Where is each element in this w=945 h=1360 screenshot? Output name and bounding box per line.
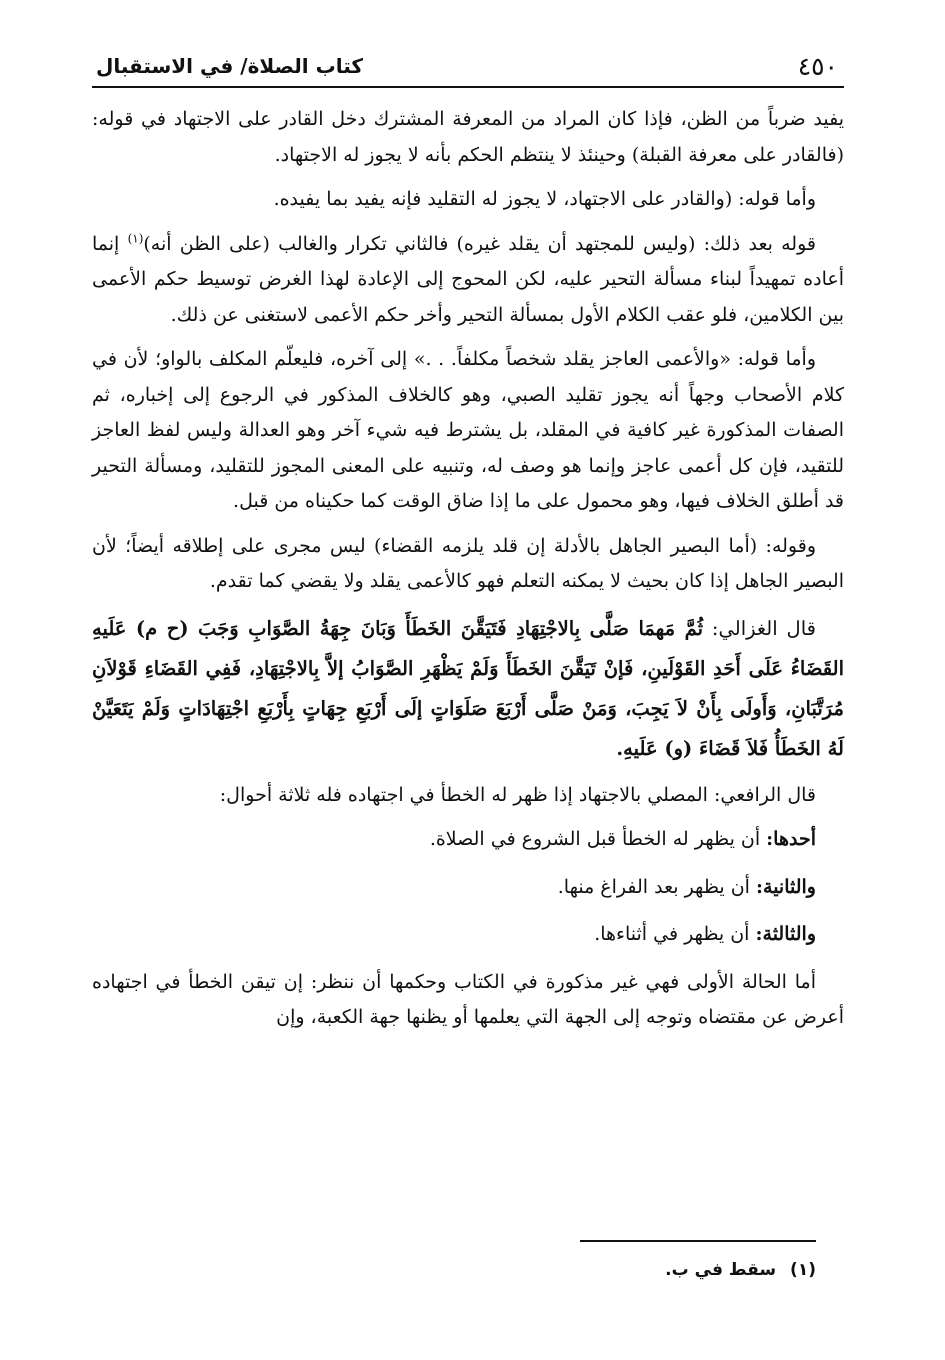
page-number: ٤٥٠ [797,52,838,81]
case-text: أن يظهر بعد الفراغ منها. [557,875,756,898]
paragraph-2: وأما قوله: (والقادر على الاجتهاد، لا يجوز له التقليد فإنه يفيد بما يفيده. [273,188,816,210]
case-term: والثانية: [756,875,816,898]
book-page [92,40,844,1340]
running-header [92,40,844,88]
case-text: أن يظهر في أثناءها. [594,923,756,945]
footnote [665,1260,816,1280]
case-item [92,822,844,858]
paragraph-4: وأما قوله: «والأعمى العاجز يقلد شخصاً مكلفاً. . .» إلى آخره، فليعلّم المكلف بالواو؛ لأن في كلام الأصحاب وجهاً أنه يجوز تقليد الصبي، وهو كالخلاف المذكور في الرجوع إلى إخباره، ثم الصفات المذكورة غير كافية في المقلد، بل يشترط فيه شيء آخر وهو العدالة وليس لفظ العاجز للتقيد، فإن كل أعمى عاجز وإنما هو وصف له، وتنبيه على المعنى المجوز للتقليد، ومسألة التحير قد أطلق الخلاف فيها، وهو محمول على ما إذا ضاق الوقت كما حكيناه من قبل. [92,348,844,512]
paragraph-3-after: إنما أعاده تمهيداً لبناء مسألة التحير عليه، لكن المحوج إلى الإعادة لهذا الغرض توسيط حكم الأعمى بين الكلامين، فلو عقب الكلام الأول بمسألة التحير وأخر حكم الأعمى لاستغنى عن ذلك. [92,232,844,326]
case-term: والثالثة: [755,923,816,945]
case-text: أن يظهر له الخطأ قبل الشروع في الصلاة. [429,828,767,850]
rafii-intro: قال الرافعي: المصلي بالاجتهاد إذا ظهر له الخطأ في اجتهاده فله ثلاثة أحوال: [219,783,816,806]
case-term: أحدها: [766,828,816,850]
ghazali-quote [92,609,844,769]
ghazali-quote-text: ثُمَّ مَهمَا صَلَّى بِالاجْتِهَادِ فَتَيَقَّنَ الخَطَأَ وَبَانَ جِهَةُ الصَّوَابِ وَجَبَ (ح م) عَلَيهِ القَضَاءُ عَلَى أَحَدِ القَوْلَينِ، فَإنْ تَيَقَّنَ الخَطَأَ وَلَمْ يَظْهَرِ الصَّوَابُ إلاَّ بِالاجْتِهَادِ، فَفِي القَضَاءِ قَوْلاَنِ مُرَتَّبَانِ، وَأَولَى بِأَنْ لاَ يَجِبَ، وَمَنْ صَلَّى أَرْبَعَ صَلَوَاتٍ إلَى أَرْبَعِ جِهَاتٍ بِأَرْبَعِ اجْتِهَادَاتٍ وَلَمْ يَتَعَيَّنْ لَهُ الخَطَأُ فَلاَ قَضَاءَ (و) عَلَيهِ. [92,616,844,760]
ghazali-quote-lead: قال الغزالي: [703,616,816,640]
footnote-number: (١) [790,1260,816,1280]
paragraph-3 [92,227,844,334]
book-chapter-title: كتاب الصلاة/ في الاستقبال [96,54,363,78]
case-item [92,917,844,953]
last-paragraph: أما الحالة الأولى فهي غير مذكورة في الكتاب وحكمها أن ننظر: إن تيقن الخطأ في اجتهاده أعرض عن مقتضاه وتوجه إلى الجهة التي يعلمها أو يظنها جهة الكعبة، وإن [92,970,844,1028]
paragraph-3-before: قوله بعد ذلك: (وليس للمجتهد أن يقلد غيره) فالثاني تكرار والغالب (على الظن أنه) [143,232,816,255]
footnote-divider [580,1240,816,1242]
main-text [92,102,844,1036]
paragraph-5: وقوله: (أما البصير الجاهل بالأدلة إن قلد يلزمه القضاء) ليس مجرى على إطلاقه أيضاً؛ لأن البصير الجاهل إذا كان بحيث لا يمكنه التعلم فهو كالأعمى يقلد ولا يقضي كما تقدم. [92,534,844,592]
footnote-text: سقط في ب. [665,1260,777,1280]
paragraph-1: يفيد ضرباً من الظن، فإذا كان المراد من المعرفة المشترك دخل القادر على الاجتهاد في قوله: (فالقادر على معرفة القبلة) وحينئذ لا ينتظم الحكم بأنه لا يجوز له الاجتهاد. [92,108,844,166]
case-item [92,870,844,906]
footnote-marker: (١) [127,231,144,246]
